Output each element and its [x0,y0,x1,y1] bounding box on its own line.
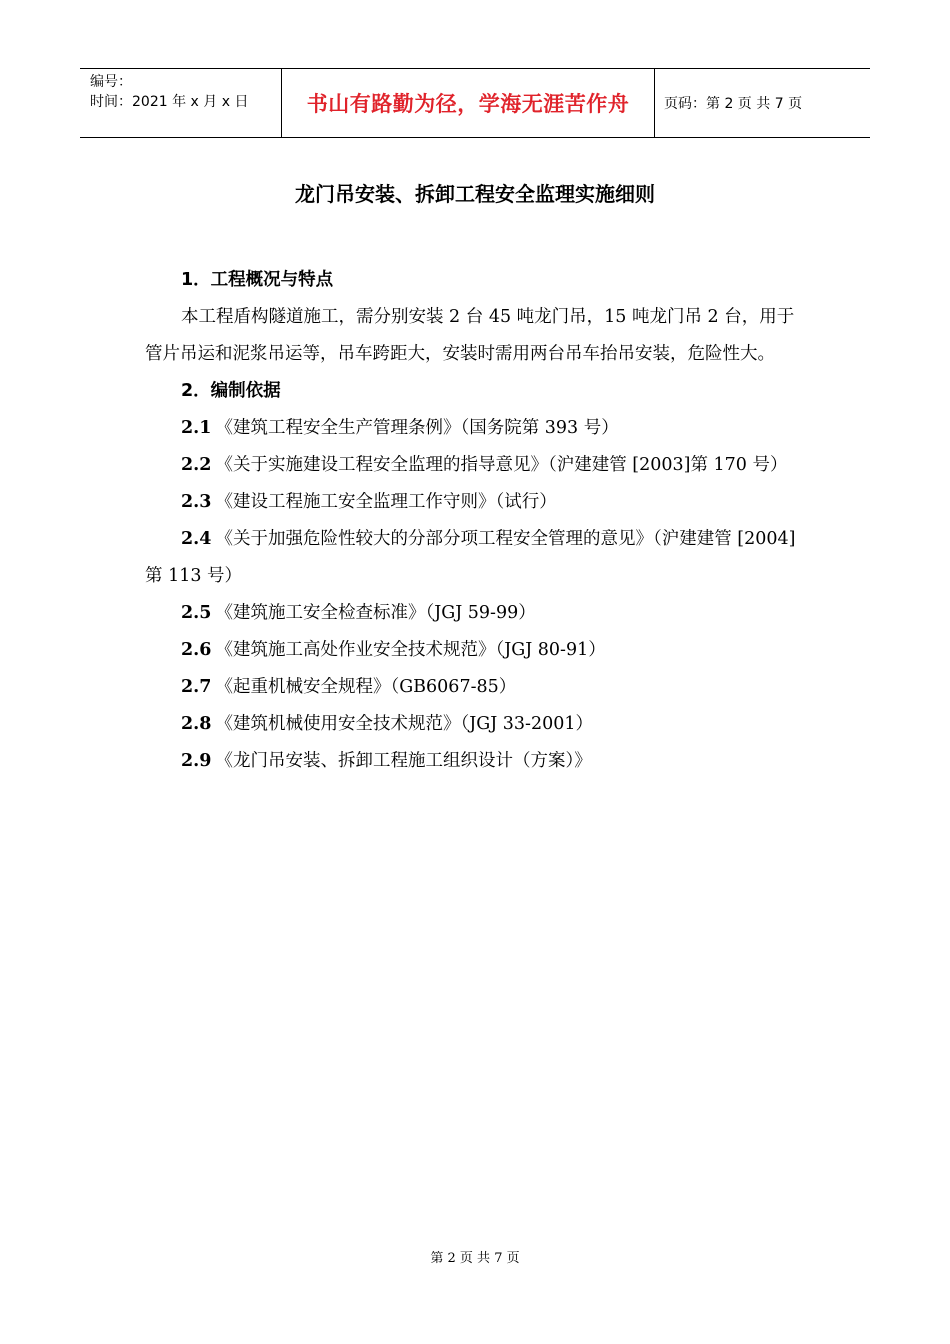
header-meta [90,72,278,112]
reference-item [145,521,810,595]
reference-number: 2.2 [181,455,212,475]
reference-text: 《建筑施工高处作业安全技术规范》（JGJ 80-91） [215,640,606,660]
reference-item [145,484,810,521]
reference-number: 2.5 [181,603,212,623]
reference-text: 《建筑工程安全生产管理条例》（国务院第 393 号） [215,418,619,438]
document-body [145,262,810,780]
reference-text: 《关于实施建设工程安全监理的指导意见》（沪建建管 [2003]第 170 号） [215,455,788,475]
reference-item [145,706,810,743]
document-title: 龙门吊安装、拆卸工程安全监理实施细则 [295,182,655,206]
serial-label: 编号： [90,74,132,90]
reference-text: 《龙门吊安装、拆卸工程施工组织设计（方案）》 [215,751,592,771]
reference-text: 《起重机械安全规程》（GB6067-85） [215,677,517,697]
reference-number: 2.4 [181,529,212,549]
time-label: 时间：2021 年 x 月 x 日 [90,94,249,110]
reference-text: 《建筑机械使用安全技术规范》（JGJ 33-2001） [215,714,593,734]
header-divider [654,69,655,137]
reference-number: 2.8 [181,714,212,734]
page-header [80,68,870,138]
header-motto: 书山有路勤为径，学海无涯苦作舟 [306,92,630,116]
reference-text: 《建筑施工安全检查标准》（JGJ 59-99） [215,603,536,623]
header-page-label: 页码：第 2 页 共 7 页 [664,96,803,112]
reference-number: 2.7 [181,677,212,697]
reference-item [145,410,810,447]
reference-number: 2.6 [181,640,212,660]
reference-number: 2.1 [181,418,212,438]
reference-item [145,595,810,632]
reference-text: 《建设工程施工安全监理工作守则》（试行） [215,492,557,512]
reference-item [145,632,810,669]
section-heading: 1．工程概况与特点 [181,270,334,290]
reference-number: 2.3 [181,492,212,512]
reference-item [145,669,810,706]
section-paragraph: 本工程盾构隧道施工，需分别安装 2 台 45 吨龙门吊，15 吨龙门吊 2 台，用于管片吊运和泥浆吊运等，吊车跨距大，安装时需用两台吊车抬吊安装，危险性大。 [145,307,795,364]
reference-item [145,447,810,484]
reference-number: 2.9 [181,751,212,771]
section-heading: 2．编制依据 [181,381,281,401]
reference-text: 《关于加强危险性较大的分部分项工程安全管理的意见》（沪建建管 [2004]第 113 号） [145,529,796,586]
page-footer: 第 2 页 共 7 页 [430,1251,520,1266]
reference-item [145,743,810,780]
